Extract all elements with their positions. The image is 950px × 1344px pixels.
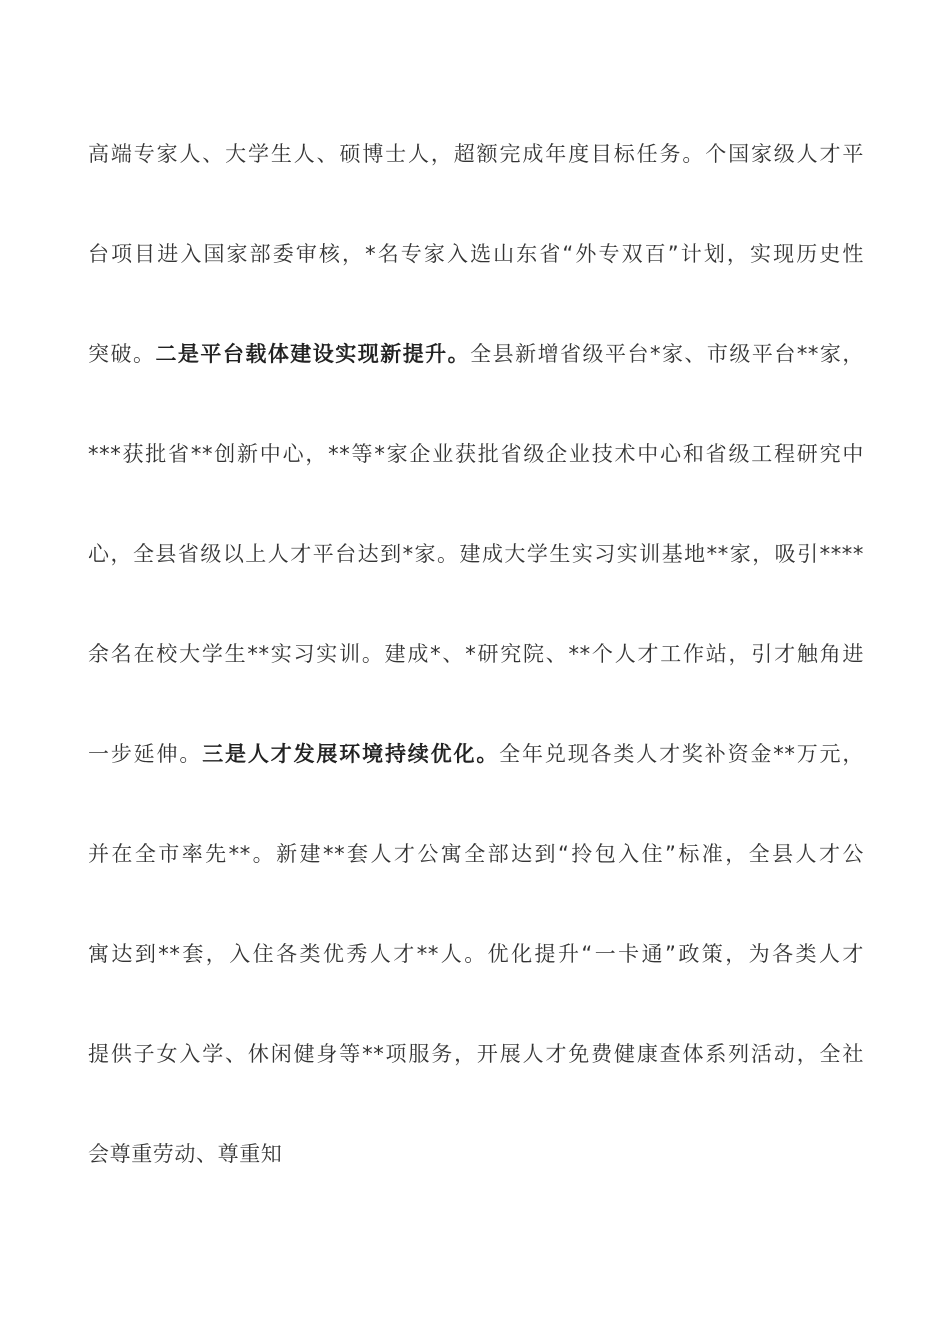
text-line-6 xyxy=(88,630,864,730)
text-segment: 全县新增省级平台*家、市级平台**家， xyxy=(470,342,864,366)
text-line-8 xyxy=(88,830,864,930)
text-segment: 突破。 xyxy=(88,342,156,366)
text-line-3 xyxy=(88,330,864,430)
text-line-9 xyxy=(88,930,864,1030)
text-segment: ***获批省**创新中心，**等*家企业获批省级企业技术中心和省级工程研究中 xyxy=(88,442,864,466)
text-segment: 会尊重劳动、尊重知 xyxy=(88,1142,283,1166)
text-line-10 xyxy=(88,1030,864,1130)
text-segment: 高端专家人、大学生人、硕博士人，超额完成年度目标任务。个国家级人才平 xyxy=(88,142,864,166)
text-segment: 寓达到**套，入住各类优秀人才**人。优化提升“一卡通”政策，为各类人才 xyxy=(88,942,864,966)
text-line-5 xyxy=(88,530,864,630)
text-line-4 xyxy=(88,430,864,530)
body-text xyxy=(88,130,864,1230)
text-segment: 提供子女入学、休闲健身等**项服务，开展人才免费健康查体系列活动，全社 xyxy=(88,1042,864,1066)
text-segment: 余名在校大学生**实习实训。建成*、*研究院、**个人才工作站，引才触角进 xyxy=(88,642,864,666)
text-segment: 台项目进入国家部委审核，*名专家入选山东省“外专双百”计划，实现历史性 xyxy=(88,242,864,266)
section-heading-2: 二是平台载体建设实现新提升。 xyxy=(155,342,471,366)
text-segment: 并在全市率先**。新建**套人才公寓全部达到“拎包入住”标准，全县人才公 xyxy=(88,842,864,866)
section-heading-3: 三是人才发展环境持续优化。 xyxy=(202,742,500,766)
text-segment: 一步延伸。 xyxy=(88,742,203,766)
text-segment: 心，全县省级以上人才平台达到*家。建成大学生实习实训基地**家，吸引**** xyxy=(88,542,864,566)
text-line-7 xyxy=(88,730,864,830)
text-segment: 全年兑现各类人才奖补资金**万元， xyxy=(499,742,864,766)
text-line-2 xyxy=(88,230,864,330)
text-line-11 xyxy=(88,1130,864,1230)
text-line-1 xyxy=(88,130,864,230)
